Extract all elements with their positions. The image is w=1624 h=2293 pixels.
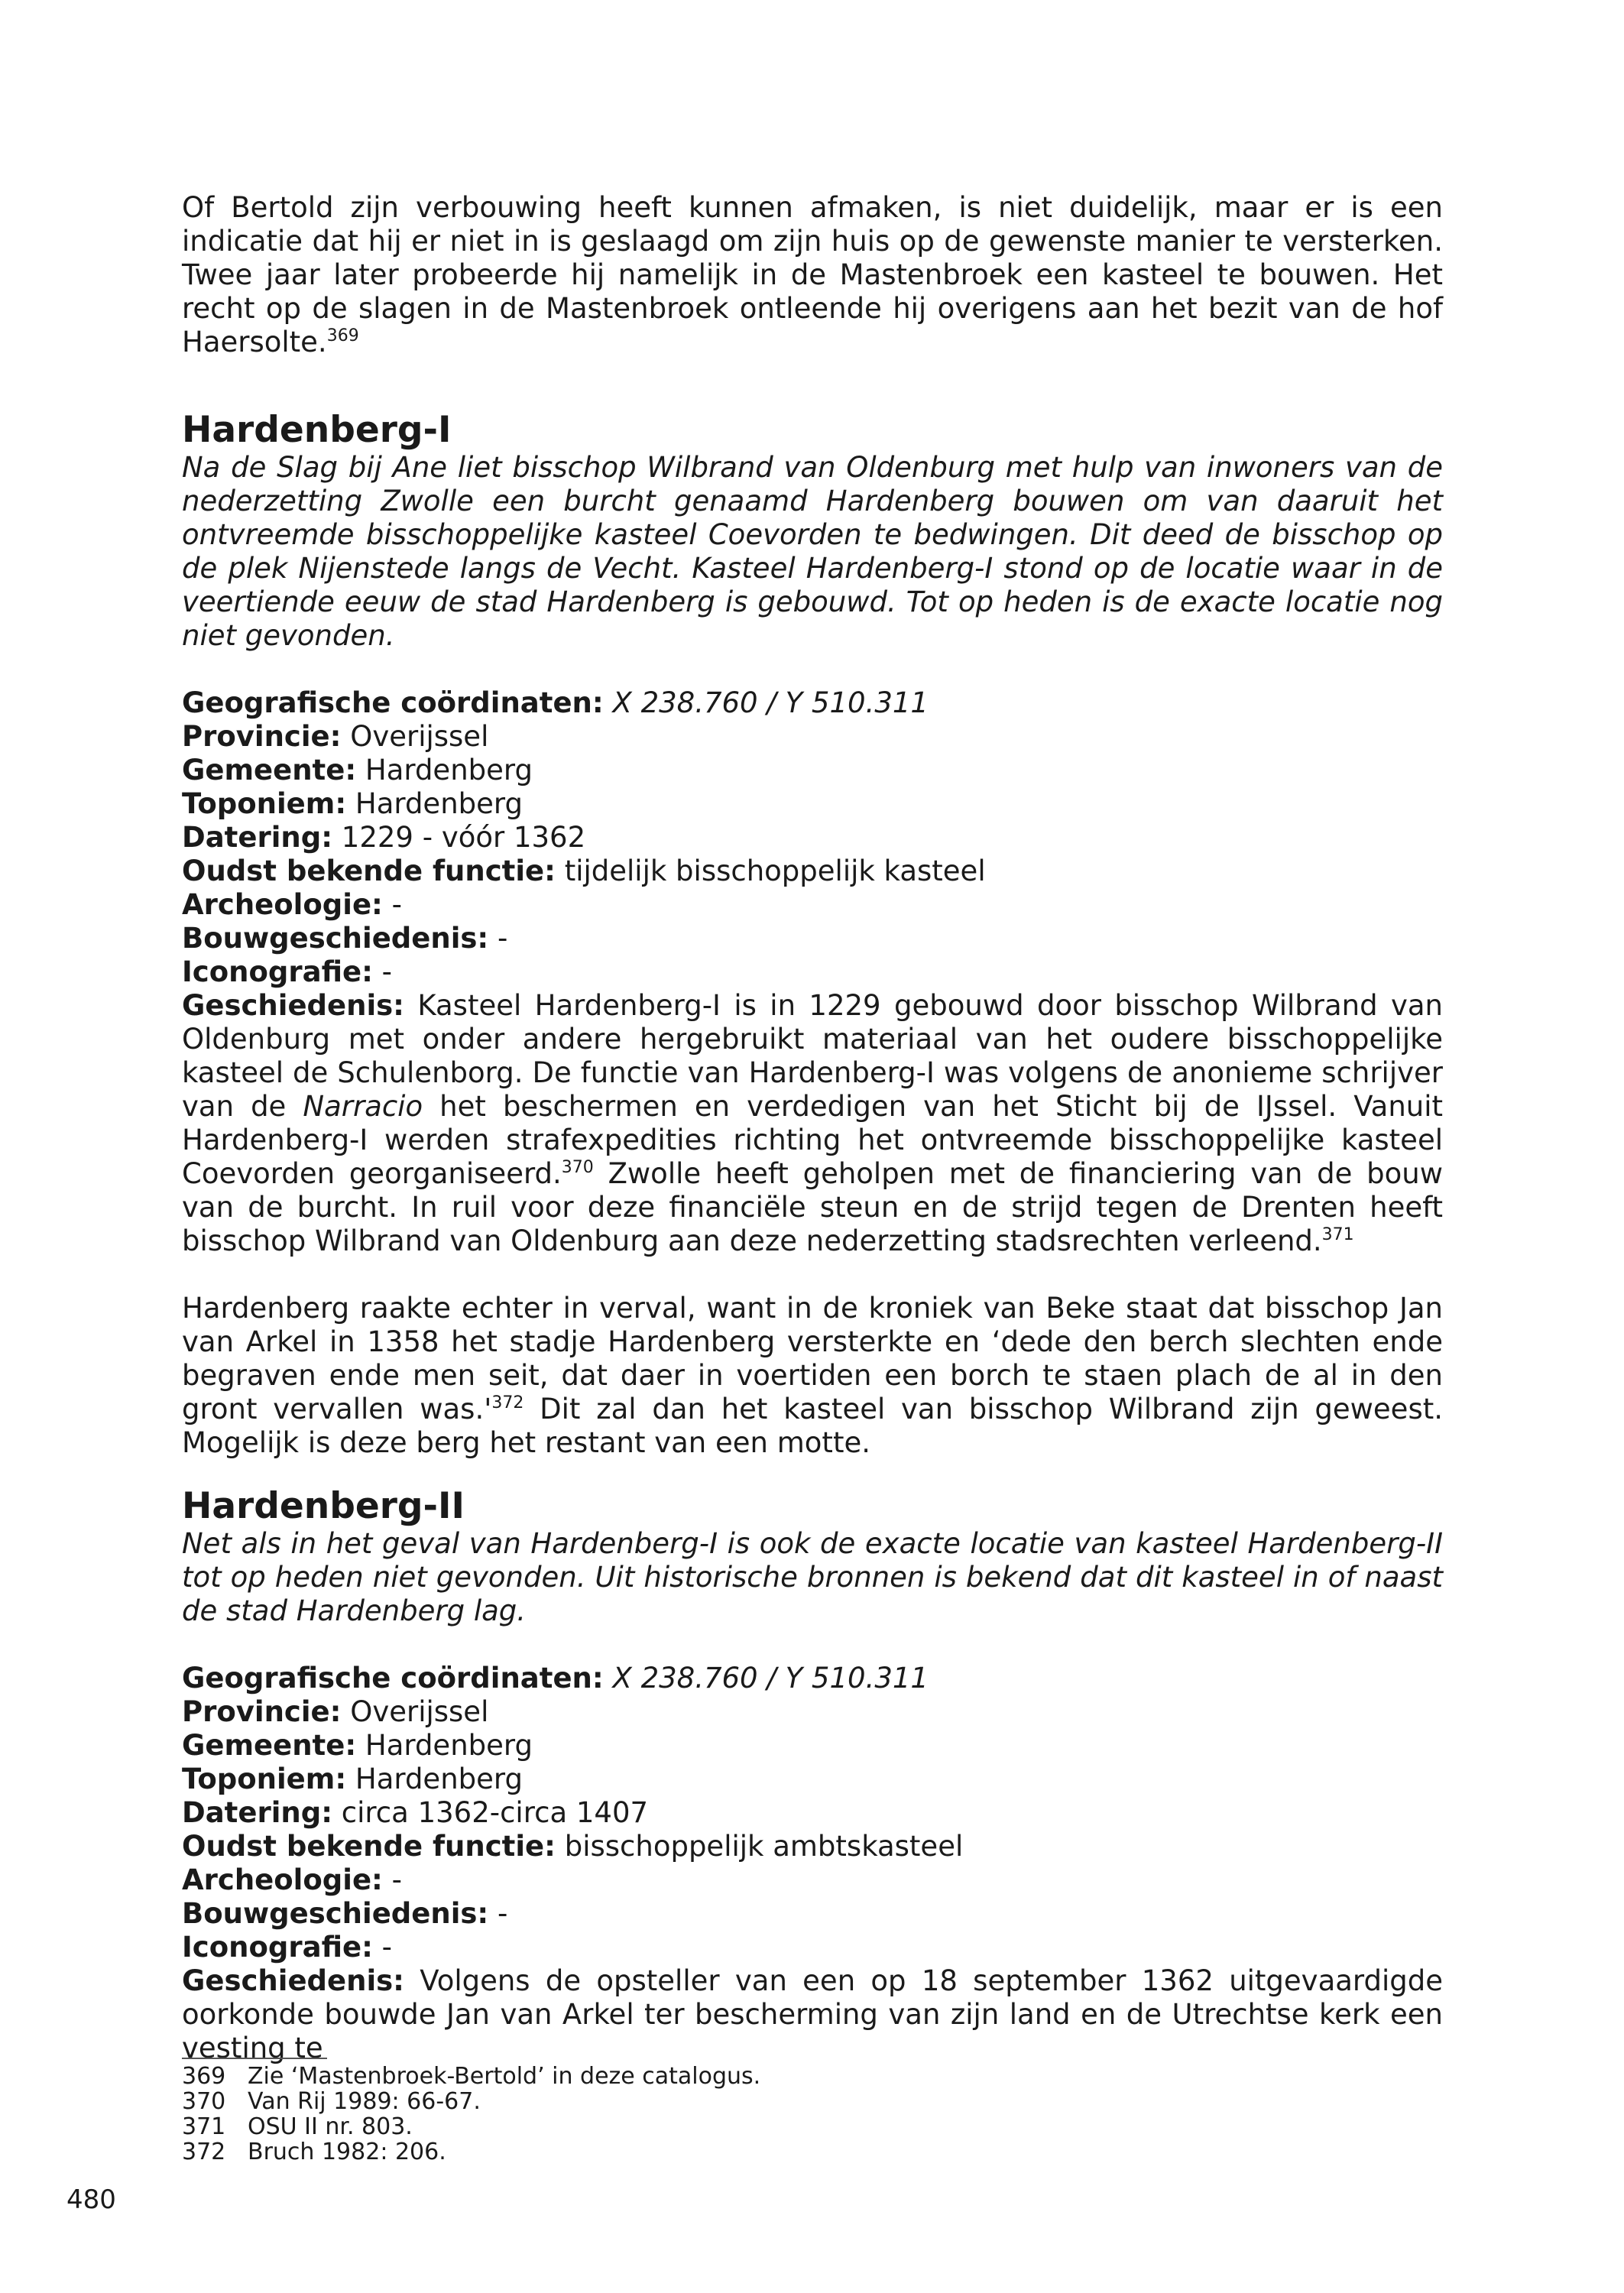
field-municipality: Gemeente: Hardenberg <box>182 754 533 786</box>
metadata-list <box>182 686 1443 1258</box>
footnote-item: 372 Bruch 1982: 206. <box>182 2139 446 2165</box>
page-body <box>182 191 1443 2065</box>
history-paragraph-2: Hardenberg raakte echter in verval, want in de kroniek van Beke staat dat bisschop Jan van Arkel in 1358 het stadje Hardenberg versterkte en ‘dede den berch slechten ende begraven ende men seit, dat daer in voertiden een borch te staen plach de al in den gront vervallen $was.'^{372}$ Dit zal dan het kasteel van bisschop Wilbrand zijn geweest. Mogelijk is deze berg het restant van een motte. <box>182 1292 1443 1459</box>
section-lead: Na de Slag bij Ane liet bisschop Wilbrand van Oldenburg met hulp van inwoners van de nederzetting Zwolle een burcht genaamd Hardenberg bouwen om van daaruit het ontvreemde bisschoppelijke kasteel Coevorden te bedwingen. Dit deed de bisschop op de plek Nijenstede langs de Vecht. Kasteel Hardenberg-I stond op de locatie waar in de veertiende eeuw de stad Hardenberg is gebouwd. Tot op heden is de exacte locatie nog niet gevonden. <box>182 451 1443 652</box>
field-dating: Datering: 1229 - vóór 1362 <box>182 821 586 854</box>
footnote-ref[interactable]: 371 <box>1321 1225 1354 1244</box>
section-title-hardenberg-ii: Hardenberg-II <box>182 1485 465 1527</box>
footnote-divider <box>182 2058 327 2059</box>
section-lead: Net als in het geval van Hardenberg-I is ook de exacte locatie van kasteel Hardenberg-II tot op heden niet gevonden. Uit historische bronnen is bekend dat dit kasteel in of naast de stad Hardenberg lag. <box>182 1527 1443 1627</box>
field-building-history: Bouwgeschiedenis: - <box>182 1897 508 1930</box>
field-building-history: Bouwgeschiedenis: - <box>182 922 508 955</box>
field-toponym: Toponiem: Hardenberg <box>182 787 523 820</box>
metadata-list <box>182 1662 1443 2065</box>
field-coords: Geografische coördinaten: X 238.760 / Y 510.311 <box>182 686 929 719</box>
field-coords: Geografische coördinaten: X 238.760 / Y 510.311 <box>182 1662 929 1695</box>
section-title-hardenberg-i: Hardenberg-I <box>182 409 452 451</box>
field-archaeology: Archeologie: - <box>182 1863 402 1896</box>
footnotes <box>182 2064 1443 2165</box>
footnote-item: 371 OSU II nr. 803. <box>182 2113 413 2140</box>
footnote-item: 369 Zie ‘Mastenbroek-Bertold’ in deze catalogus. <box>182 2063 761 2090</box>
field-municipality: Gemeente: Hardenberg <box>182 1729 533 1762</box>
intro-paragraph: Of Bertold zijn verbouwing heeft kunnen afmaken, is niet duidelijk, maar er is een indicatie dat hij er niet in is geslaagd om zijn huis op de gewenste manier te versterken. Twee jaar later probeerde hij namelijk in de Mastenbroek een kasteel te bouwen. Het recht op de slagen in de Mastenbroek ontleende hij overigens aan het bezit van de hof Haersolte.$^{369}$ <box>182 191 1443 358</box>
field-iconography: Iconografie: - <box>182 1931 393 1964</box>
field-history: Geschiedenis: Volgens de opsteller van een op 18 september 1362 uitgevaardigde oorkonde bouwde Jan van Arkel ter bescherming van zijn land en de Utrechtse kerk een vesting te <box>182 1964 1443 2064</box>
footnote-ref[interactable]: 370 <box>561 1158 594 1177</box>
field-province: Provincie: Overijssel <box>182 720 489 753</box>
field-function: Oudst bekende functie: tijdelijk bisschoppelijk kasteel <box>182 855 986 887</box>
page-number: 480 <box>66 2184 116 2215</box>
footnote-ref[interactable]: 369 <box>326 326 359 345</box>
field-iconography: Iconografie: - <box>182 955 393 988</box>
field-toponym: Toponiem: Hardenberg <box>182 1763 523 1795</box>
footnote-ref[interactable]: 372 <box>491 1393 524 1412</box>
footnote-item: 370 Van Rij 1989: 66-67. <box>182 2088 481 2115</box>
field-history: Geschiedenis: Kasteel Hardenberg-I is in 1229 gebouwd door bisschop Wilbrand van Oldenburg met onder andere hergebruikt materiaal van het oudere bisschoppelijke kasteel de Schulenborg. De functie van Hardenberg-I was volgens de anonieme schrijver van de Narracio het beschermen en verdedigen van het Sticht bij de IJssel. Vanuit Hardenberg-I werden strafexpedities richting het ontvreemde bisschoppelijke kasteel Coevorden georganiseerd.$^{370}$ Zwolle heeft geholpen met de financiering van de bouw van de burcht. In ruil voor deze financiële steun en de strijd tegen de Drenten heeft bisschop Wilbrand van Oldenburg aan deze nederzetting stadsrechten verleend.$^{371}$ <box>182 989 1444 1257</box>
field-function: Oudst bekende functie: bisschoppelijk ambtskasteel <box>182 1830 964 1863</box>
field-dating: Datering: circa 1362-circa 1407 <box>182 1796 649 1829</box>
field-province: Provincie: Overijssel <box>182 1695 489 1728</box>
field-archaeology: Archeologie: - <box>182 888 402 921</box>
